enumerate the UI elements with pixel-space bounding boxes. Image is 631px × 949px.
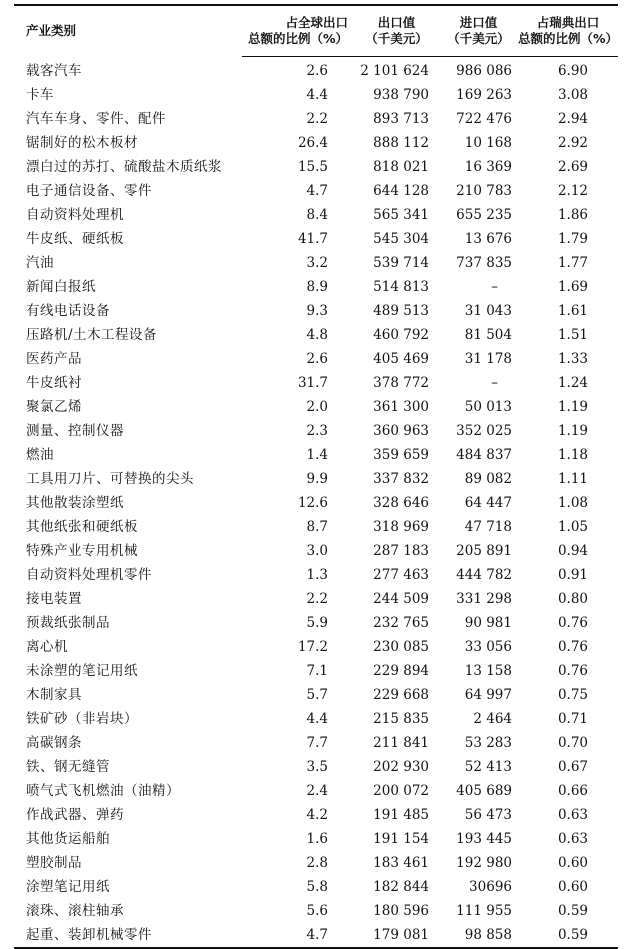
sweden-share-cell: 1.69	[557, 279, 588, 295]
table-row	[14, 875, 618, 899]
category-cell: 医药产品	[26, 351, 82, 367]
sweden-share-cell: 1.11	[557, 471, 588, 487]
import-value-cell: 64 997	[464, 687, 512, 703]
category-cell: 特殊产业专用机械	[26, 543, 138, 559]
table-row	[14, 851, 618, 875]
global-share-cell: 2.8	[306, 855, 328, 871]
category-cell: 汽油	[26, 255, 54, 271]
table-row	[14, 659, 618, 683]
table-row	[14, 131, 618, 155]
export-value-cell: 229 668	[373, 687, 429, 703]
import-value-cell: 16 369	[464, 159, 512, 175]
category-cell: 滚珠、滚柱轴承	[26, 903, 124, 919]
table-row	[14, 923, 618, 948]
category-cell: 工具用刀片、可替换的尖头	[26, 471, 194, 487]
category-cell: 喷气式飞机燃油（油精）	[26, 783, 180, 799]
global-share-cell: 2.4	[306, 783, 328, 799]
global-share-cell: 17.2	[297, 639, 328, 655]
category-cell: 锯制好的松木板材	[26, 135, 138, 151]
table-row	[14, 635, 618, 659]
import-value-cell: 33 056	[464, 639, 512, 655]
import-value-cell: –	[491, 279, 498, 295]
sweden-share-cell: 2.92	[557, 135, 588, 151]
sweden-share-cell: 0.91	[557, 567, 588, 583]
table-row	[14, 563, 618, 587]
import-value-cell: 13 676	[464, 231, 512, 247]
sweden-share-cell: 1.05	[557, 519, 588, 535]
sweden-share-cell: 0.60	[557, 855, 588, 871]
global-share-cell: 1.3	[306, 567, 328, 583]
import-value-cell: 98 858	[439, 923, 518, 948]
export-value-cell: 405 469	[373, 351, 429, 367]
import-value-cell: 47 718	[464, 519, 512, 535]
import-value-cell: 31 043	[464, 303, 512, 319]
global-share-cell: 8.4	[306, 207, 328, 223]
table-row	[14, 275, 618, 299]
header-global-share-line2: 总额的比例（%）	[242, 31, 354, 57]
import-value-cell: 31 178	[464, 351, 512, 367]
table-header	[14, 5, 618, 57]
table-body	[14, 57, 618, 949]
import-value-cell: 89 082	[464, 471, 512, 487]
global-share-cell: 8.9	[306, 279, 328, 295]
category-cell: 电子通信设备、零件	[26, 183, 152, 199]
table-row	[14, 539, 618, 563]
header-global-share-line1: 占全球出口	[242, 5, 354, 31]
export-value-cell: 360 963	[373, 423, 429, 439]
table-row	[14, 683, 618, 707]
sweden-share-cell: 0.94	[557, 543, 588, 559]
table-row	[14, 57, 618, 84]
category-cell: 其他货运船舶	[26, 831, 110, 847]
category-cell: 自动资料处理机	[26, 207, 124, 223]
import-value-cell: –	[491, 375, 498, 391]
export-value-cell: 888 112	[373, 135, 429, 151]
category-cell: 高碳钢条	[26, 735, 82, 751]
sweden-share-cell: 6.90	[557, 63, 588, 79]
global-share-cell: 3.0	[306, 543, 328, 559]
import-value-cell: 193 445	[456, 831, 512, 847]
header-category: 产业类别	[14, 5, 242, 57]
global-share-cell: 2.0	[306, 399, 328, 415]
category-cell: 汽车车身、零件、配件	[26, 111, 166, 127]
global-share-cell: 41.7	[297, 231, 328, 247]
export-value-cell: 644 128	[373, 183, 429, 199]
category-cell: 其他散装涂塑纸	[26, 495, 124, 511]
table-row	[14, 107, 618, 131]
import-value-cell: 90 981	[464, 615, 512, 631]
export-value-cell: 337 832	[373, 471, 429, 487]
global-share-cell: 2.6	[306, 351, 328, 367]
import-value-cell: 169 263	[456, 87, 512, 103]
global-share-cell: 9.3	[306, 303, 328, 319]
import-value-cell: 56 473	[464, 807, 512, 823]
import-value-cell: 205 891	[456, 543, 512, 559]
table-row	[14, 515, 618, 539]
import-value-cell: 111 955	[456, 903, 512, 919]
export-value-cell: 180 596	[373, 903, 429, 919]
import-value-cell: 444 782	[456, 567, 512, 583]
export-value-cell: 361 300	[373, 399, 429, 415]
table-row	[14, 347, 618, 371]
export-value-cell: 514 813	[373, 279, 429, 295]
category-cell: 木制家具	[26, 687, 82, 703]
export-value-cell: 182 844	[373, 879, 429, 895]
global-share-cell: 1.4	[306, 447, 328, 463]
import-value-cell: 655 235	[456, 207, 512, 223]
table-row	[14, 467, 618, 491]
global-share-cell: 5.6	[306, 903, 328, 919]
table-row	[14, 707, 618, 731]
global-share-cell: 9.9	[306, 471, 328, 487]
export-value-cell: 232 765	[373, 615, 429, 631]
sweden-share-cell: 0.75	[557, 687, 588, 703]
global-share-cell: 4.4	[306, 87, 328, 103]
import-value-cell: 50 013	[464, 399, 512, 415]
export-value-cell: 287 183	[373, 543, 429, 559]
table-row	[14, 251, 618, 275]
table-row	[14, 491, 618, 515]
export-value-cell: 230 085	[373, 639, 429, 655]
export-value-cell: 183 461	[373, 855, 429, 871]
export-value-cell: 539 714	[373, 255, 429, 271]
header-export-line2: （千美元）	[354, 31, 439, 57]
import-value-cell: 986 086	[456, 63, 512, 79]
category-cell: 燃油	[26, 447, 54, 463]
table-row	[14, 419, 618, 443]
category-cell: 接电装置	[26, 591, 82, 607]
category-cell: 起重、装卸机械零件	[14, 923, 242, 948]
global-share-cell: 2.2	[306, 591, 328, 607]
export-value-cell: 489 513	[373, 303, 429, 319]
category-cell: 测量、控制仪器	[26, 423, 124, 439]
sweden-share-cell: 1.19	[557, 399, 588, 415]
export-value-cell: 318 969	[373, 519, 429, 535]
export-value-cell: 244 509	[373, 591, 429, 607]
category-cell: 自动资料处理机零件	[26, 567, 152, 583]
table-row	[14, 227, 618, 251]
export-value-cell: 191 154	[373, 831, 429, 847]
sweden-share-cell: 0.63	[557, 807, 588, 823]
import-value-cell: 405 689	[456, 783, 512, 799]
export-value-cell: 179 081	[354, 923, 439, 948]
import-value-cell: 352 025	[456, 423, 512, 439]
header-import-line2: （千美元）	[439, 31, 518, 57]
global-share-cell: 7.1	[306, 663, 328, 679]
export-value-cell: 277 463	[373, 567, 429, 583]
export-value-cell: 460 792	[373, 327, 429, 343]
sweden-share-cell: 0.60	[557, 879, 588, 895]
category-cell: 铁、钢无缝管	[26, 759, 110, 775]
table-row	[14, 83, 618, 107]
sweden-share-cell: 2.12	[557, 183, 588, 199]
sweden-share-cell: 1.79	[557, 231, 588, 247]
import-value-cell: 13 158	[464, 663, 512, 679]
global-share-cell: 8.7	[306, 519, 328, 535]
table-row	[14, 179, 618, 203]
table-row	[14, 731, 618, 755]
export-value-cell: 565 341	[373, 207, 429, 223]
export-value-cell: 202 930	[373, 759, 429, 775]
category-cell: 预裁纸张制品	[26, 615, 110, 631]
category-cell: 离心机	[26, 639, 68, 655]
sweden-share-cell: 1.33	[557, 351, 588, 367]
sweden-share-cell: 3.08	[557, 87, 588, 103]
category-cell: 有线电话设备	[26, 303, 110, 319]
global-share-cell: 5.8	[306, 879, 328, 895]
global-share-cell: 1.6	[306, 831, 328, 847]
sweden-share-cell: 1.24	[557, 375, 588, 391]
global-share-cell: 5.7	[306, 687, 328, 703]
sweden-share-cell: 2.94	[557, 111, 588, 127]
sweden-share-cell: 1.51	[557, 327, 588, 343]
category-cell: 涂塑笔记用纸	[26, 879, 110, 895]
sweden-share-cell: 1.86	[557, 207, 588, 223]
sweden-share-cell: 1.77	[557, 255, 588, 271]
category-cell: 塑胶制品	[26, 855, 82, 871]
category-cell: 牛皮纸衬	[26, 375, 82, 391]
export-value-cell: 211 841	[373, 735, 429, 751]
import-value-cell: 737 835	[456, 255, 512, 271]
import-value-cell: 484 837	[456, 447, 512, 463]
category-cell: 聚氯乙烯	[26, 399, 82, 415]
category-cell: 牛皮纸、硬纸板	[26, 231, 124, 247]
export-value-cell: 359 659	[373, 447, 429, 463]
sweden-share-cell: 0.76	[557, 663, 588, 679]
sweden-share-cell: 0.76	[557, 615, 588, 631]
sweden-share-cell: 1.61	[557, 303, 588, 319]
global-share-cell: 4.4	[306, 711, 328, 727]
sweden-share-cell: 0.70	[557, 735, 588, 751]
header-sweden-share-line1: 占瑞典出口	[518, 5, 618, 31]
export-value-cell: 938 790	[373, 87, 429, 103]
sweden-share-cell: 0.63	[557, 831, 588, 847]
export-value-cell: 893 713	[373, 111, 429, 127]
category-cell: 铁矿砂（非岩块）	[26, 711, 138, 727]
category-cell: 载客汽车	[26, 62, 82, 79]
import-value-cell: 30696	[469, 879, 512, 895]
category-cell: 新闻白报纸	[26, 279, 96, 295]
category-cell: 压路机/土木工程设备	[26, 327, 158, 343]
export-value-cell: 545 304	[373, 231, 429, 247]
header-export-line1: 出口值	[354, 5, 439, 31]
sweden-share-cell: 0.67	[557, 759, 588, 775]
import-value-cell: 81 504	[464, 327, 512, 343]
sweden-share-cell: 0.66	[557, 783, 588, 799]
export-value-cell: 378 772	[373, 375, 429, 391]
export-value-cell: 229 894	[373, 663, 429, 679]
sweden-share-cell: 2.69	[557, 159, 588, 175]
table-row	[14, 443, 618, 467]
header-sweden-share-line2: 总额的比例（%）	[518, 31, 618, 57]
table-row	[14, 371, 618, 395]
import-value-cell: 331 298	[456, 591, 512, 607]
export-value-cell: 191 485	[373, 807, 429, 823]
sweden-share-cell: 1.08	[557, 495, 588, 511]
import-value-cell: 10 168	[464, 135, 512, 151]
global-share-cell: 31.7	[297, 375, 328, 391]
table-row	[14, 203, 618, 227]
sweden-share-cell: 1.18	[557, 447, 588, 463]
table-row	[14, 755, 618, 779]
import-value-cell: 192 980	[456, 855, 512, 871]
sweden-share-cell: 0.59	[557, 903, 588, 919]
sweden-share-cell: 0.71	[557, 711, 588, 727]
category-cell: 卡车	[26, 87, 54, 103]
sweden-share-cell: 1.19	[557, 423, 588, 439]
table-row	[14, 779, 618, 803]
table-row	[14, 899, 618, 923]
global-share-cell: 15.5	[297, 159, 328, 175]
global-share-cell: 26.4	[297, 135, 328, 151]
table-row	[14, 395, 618, 419]
global-share-cell: 7.7	[306, 735, 328, 751]
table-row	[14, 155, 618, 179]
global-share-cell: 2.6	[306, 63, 328, 79]
import-value-cell: 2 464	[473, 711, 512, 727]
table-row	[14, 611, 618, 635]
export-value-cell: 215 835	[373, 711, 429, 727]
export-value-cell: 328 646	[373, 495, 429, 511]
sweden-share-cell: 0.76	[557, 639, 588, 655]
header-import-line1: 进口值	[439, 5, 518, 31]
table-row	[14, 323, 618, 347]
global-share-cell: 12.6	[297, 495, 328, 511]
category-cell: 其他纸张和硬纸板	[26, 519, 138, 535]
global-share-cell: 4.7	[242, 923, 354, 948]
export-value-cell: 818 021	[373, 159, 429, 175]
import-value-cell: 722 476	[456, 111, 512, 127]
table-row	[14, 299, 618, 323]
global-share-cell: 3.5	[306, 759, 328, 775]
global-share-cell: 2.3	[306, 423, 328, 439]
table-row	[14, 827, 618, 851]
category-cell: 作战武器、弹药	[26, 807, 124, 823]
global-share-cell: 5.9	[306, 615, 328, 631]
global-share-cell: 4.8	[306, 327, 328, 343]
category-cell: 漂白过的苏打、硫酸盐木质纸浆	[26, 159, 222, 175]
sweden-share-cell: 0.80	[557, 591, 588, 607]
import-value-cell: 53 283	[464, 735, 512, 751]
global-share-cell: 2.2	[306, 111, 328, 127]
export-value-cell: 2 101 624	[360, 63, 429, 79]
export-industry-table	[14, 4, 618, 949]
table-row	[14, 803, 618, 827]
import-value-cell: 64 447	[464, 495, 512, 511]
global-share-cell: 3.2	[306, 255, 328, 271]
table-row	[14, 587, 618, 611]
global-share-cell: 4.7	[306, 183, 328, 199]
sweden-share-cell: 0.59	[518, 923, 618, 948]
global-share-cell: 4.2	[306, 807, 328, 823]
export-value-cell: 200 072	[373, 783, 429, 799]
category-cell: 未涂塑的笔记用纸	[26, 663, 138, 679]
import-value-cell: 52 413	[464, 759, 512, 775]
import-value-cell: 210 783	[456, 183, 512, 199]
